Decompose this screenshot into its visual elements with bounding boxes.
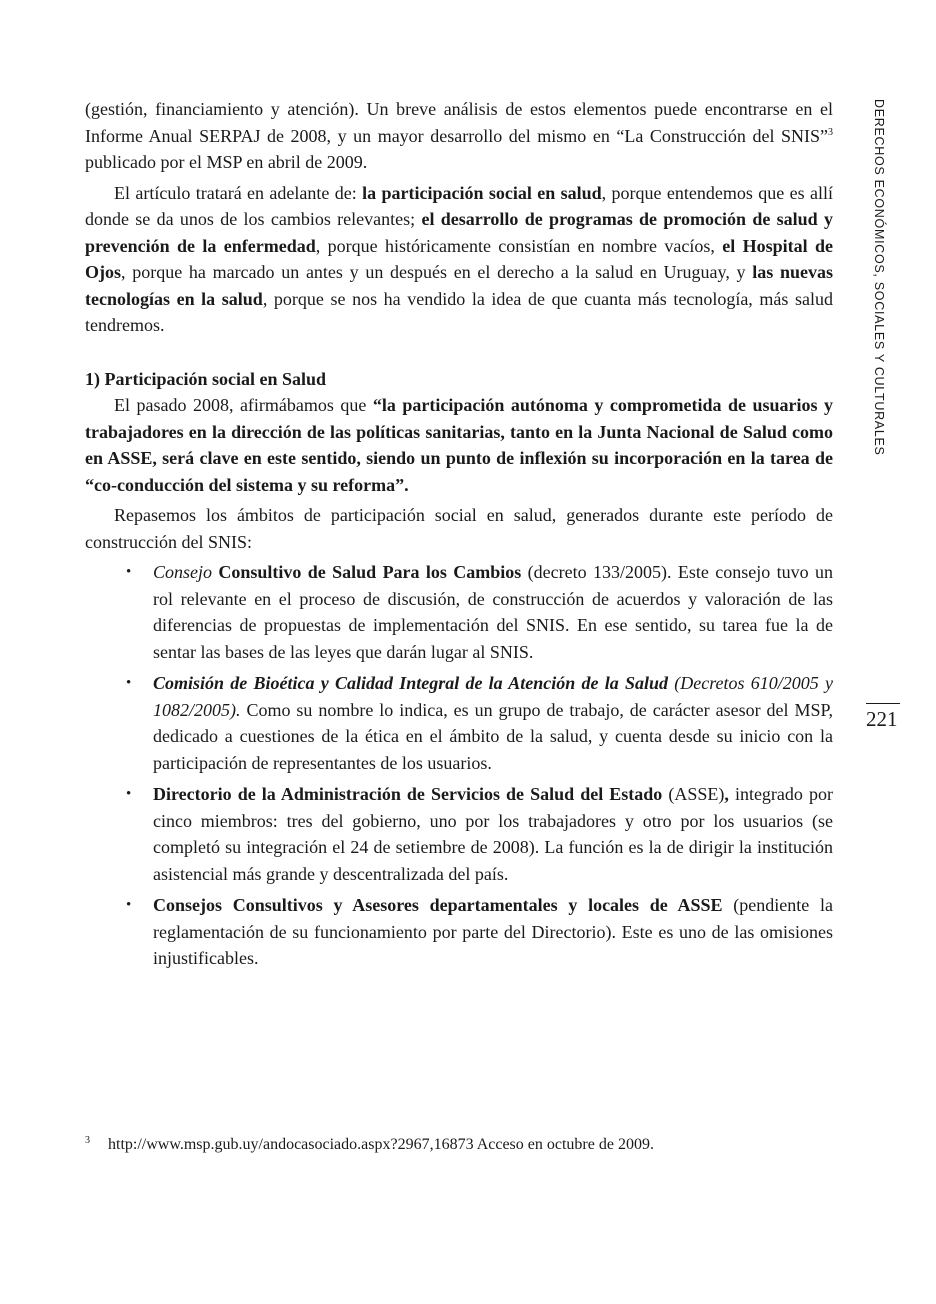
bullet-list (85, 559, 833, 972)
paragraph-1: (gestión, financiamiento y atención). Un breve análisis de estos elementos puede encontrarse en el Informe Anual SERPAJ de 2008, y un mayor desarrollo del mismo en “La Construcción del SNIS”$^3$ publicado por el MSP en abril de 2009. (85, 99, 833, 172)
list-item: • Consejos Consultivos y Asesores departamentales y locales de ASSE (pendiente la reglamentación de su funcionamiento por parte del Directorio). Este es uno de las omisiones injustificables. (85, 892, 833, 972)
section-heading: 1) Participación social en Salud (85, 368, 327, 389)
page-number: 221 (866, 707, 898, 731)
body-text (85, 96, 833, 977)
list-item: • Consejo Consultivo de Salud Para los Cambios (decreto 133/2005). Este consejo tuvo un rol relevante en el proceso de discusión, de construcción de acuerdos y valoración de las diferencias de propuestas de implementación del SNIS. En ese sentido, su tarea fue la de sentar las bases de las leyes que darán lugar al SNIS. (85, 559, 833, 665)
list-item: • Comisión de Bioética y Calidad Integral de la Atención de la Salud (Decretos 610/2005 y 1082/2005). Como su nombre lo indica, es un grupo de trabajo, de carácter asesor del MSP, dedicado a cuestiones de la ética en el ámbito de la salud, y cuenta desde su inicio con la participación de representantes de los usuarios. (85, 670, 833, 776)
page-number-rule (866, 703, 900, 704)
footnote-mark: 3 (85, 1135, 90, 1146)
bullet-icon: • (126, 786, 132, 802)
paragraph-3: El pasado 2008, afirmábamos que “la participación autónoma y comprometida de usuarios y trabajadores en la dirección de las políticas sanitarias, tanto en la Junta Nacional de Salud como en ASSE, será clave en este sentido, siendo un punto de inflexión su incorporación en la tarea de “co-conducción del sistema y su reforma”. (85, 395, 833, 495)
bullet-icon: • (126, 897, 132, 913)
paragraph-4: Repasemos los ámbitos de participación social en salud, generados durante este período de construcción del SNIS: (85, 505, 833, 552)
bullet-icon: • (126, 675, 132, 691)
footnote-ref: 3 (828, 126, 833, 138)
bullet-icon: • (126, 564, 132, 580)
list-item: • Directorio de la Administración de Servicios de Salud del Estado (ASSE), integrado por cinco miembros: tres del gobierno, uno por los trabajadores y otro por los usuarios (se completó su integración el 24 de setiembre de 2008). La función es la de dirigir la institución asistencial más grande y descentralizada del país. (85, 781, 833, 887)
running-header: DERECHOS ECONÓMICOS, SOCIALES Y CULTURALES (872, 99, 886, 456)
footnote-text: http://www.msp.gub.uy/andocasociado.aspx?2967,16873 Acceso en octubre de 2009. (108, 1136, 654, 1153)
paragraph-2: El artículo tratará en adelante de: la participación social en salud, porque entendemos que es allí donde se da unos de los cambios relevantes; el desarrollo de programas de promoción de salud y prevención de la enfermedad, porque históricamente consistían en nombre vacíos, el Hospital de Ojos, porque ha marcado un antes y un después en el derecho a la salud en Uruguay, y las nuevas tecnologías en la salud, porque se nos ha vendido la idea de que cuanta más tecnología, más salud tendremos. (85, 182, 833, 335)
